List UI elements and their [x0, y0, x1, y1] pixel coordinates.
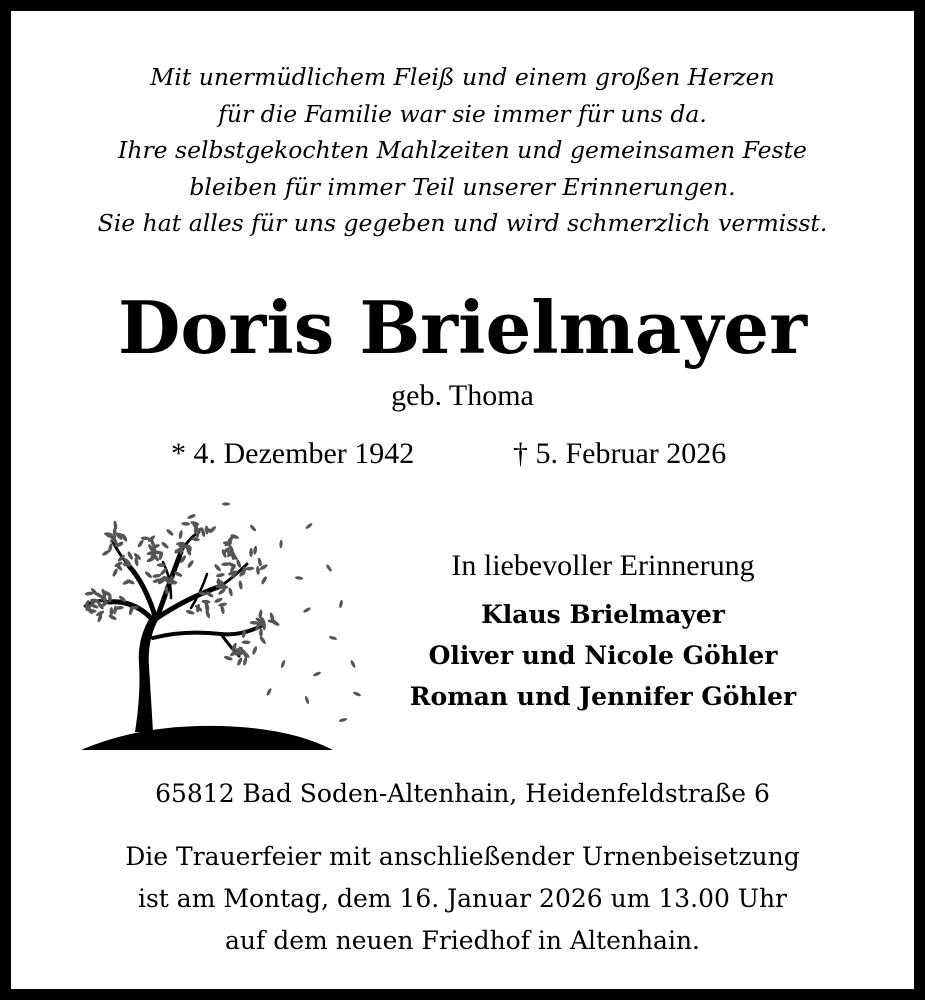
leaf-icon [235, 559, 241, 569]
leaf-icon [137, 539, 145, 548]
memorial-poem [11, 59, 914, 242]
falling-leaf-icon [295, 576, 304, 580]
falling-leaf-icon [222, 502, 230, 505]
falling-leaf-icon [339, 600, 344, 609]
family-member: Roman und Jennifer Göhler [409, 682, 797, 711]
falling-leaf-icon [313, 671, 322, 677]
leaf-icon [260, 575, 268, 585]
poem-line: bleiben für immer Teil unserer Erinnerungen. [189, 172, 736, 201]
poem-line: Ihre selbstgekochten Mahlzeiten und gemeinsamen Feste [118, 136, 807, 164]
leaf-icon [214, 597, 224, 604]
leaf-icon [236, 657, 243, 667]
family-member: Klaus Brielmayer [481, 600, 725, 629]
service-line: Die Trauerfeier mit anschließender Urnenbeisetzung [125, 842, 800, 871]
leaf-icon [256, 566, 261, 575]
obituary-card [11, 11, 914, 989]
falling-leaf-icon [329, 635, 338, 640]
falling-leaf-icon [279, 540, 283, 549]
leaf-icon [196, 603, 201, 612]
leaf-icon [110, 607, 114, 616]
poem-line: Sie hat alles für uns gegeben und wird schmerzlich vermisst. [97, 209, 828, 237]
leaf-icon [152, 573, 161, 578]
falling-leaf-icon [339, 717, 348, 722]
leaf-icon [112, 568, 119, 578]
leaf-icon [144, 570, 153, 579]
leaf-icon [249, 548, 253, 557]
falling-leaf-icon [280, 660, 286, 669]
falling-leaf-icon [303, 606, 312, 613]
service-line: auf dem neuen Friedhof in Altenhain. [224, 926, 701, 955]
leaf-icon [257, 557, 263, 567]
leaf-icon [201, 600, 210, 604]
leaf-icon [242, 640, 251, 644]
leaf-icon [185, 609, 195, 615]
leaf-icon [187, 513, 197, 520]
falling-leaf-icon [249, 524, 257, 532]
falling-leaf-icon [353, 691, 362, 697]
leaf-icon [213, 563, 222, 572]
leaf-icon [181, 522, 190, 526]
maiden-name: geb. Thoma [391, 379, 534, 412]
family-member: Oliver und Nicole Göhler [428, 641, 778, 670]
family-section [391, 546, 815, 717]
leaf-icon [127, 551, 134, 561]
deceased-name: Doris Brielmayer [117, 285, 808, 370]
leaf-icon [108, 614, 118, 621]
service-line: ist am Montag, dem 16. Januar 2026 um 13.00 Uhr [137, 884, 788, 913]
leaf-icon [178, 530, 183, 539]
leaf-icon [228, 587, 234, 597]
leaf-icon [205, 609, 211, 619]
leaf-icon [101, 549, 111, 557]
poem-line: Mit unermüdlichem Fleiß und einem großen Herzen [150, 63, 775, 91]
leaf-icon [186, 559, 194, 568]
falling-leaf-icon [304, 696, 310, 705]
leaf-icon [242, 656, 248, 666]
tree-with-falling-leaves-icon [71, 488, 371, 753]
leaf-icon [160, 541, 169, 550]
leaf-icon [165, 528, 174, 537]
address: 65812 Bad Soden-Altenhain, Heidenfeldstraße 6 [155, 779, 770, 808]
birth-date: * 4. Dezember 1942 [171, 437, 415, 470]
poem-line: für die Familie war sie immer für uns da. [218, 99, 707, 128]
family-intro: In liebevoller Erinnerung [451, 549, 755, 582]
falling-leaf-icon [325, 564, 332, 573]
funeral-service-info [11, 836, 914, 962]
falling-leaf-icon [305, 522, 314, 530]
falling-leaf-icon [350, 660, 357, 669]
falling-leaf-icon [266, 688, 273, 697]
death-date: † 5. Februar 2026 [513, 437, 727, 470]
leaf-icon [245, 566, 254, 570]
leaf-icon [238, 580, 243, 589]
leaf-icon [259, 635, 267, 644]
leaf-icon [253, 545, 258, 554]
leaf-icon [251, 646, 258, 656]
leaf-icon [216, 572, 226, 578]
leaf-icon [259, 628, 263, 637]
